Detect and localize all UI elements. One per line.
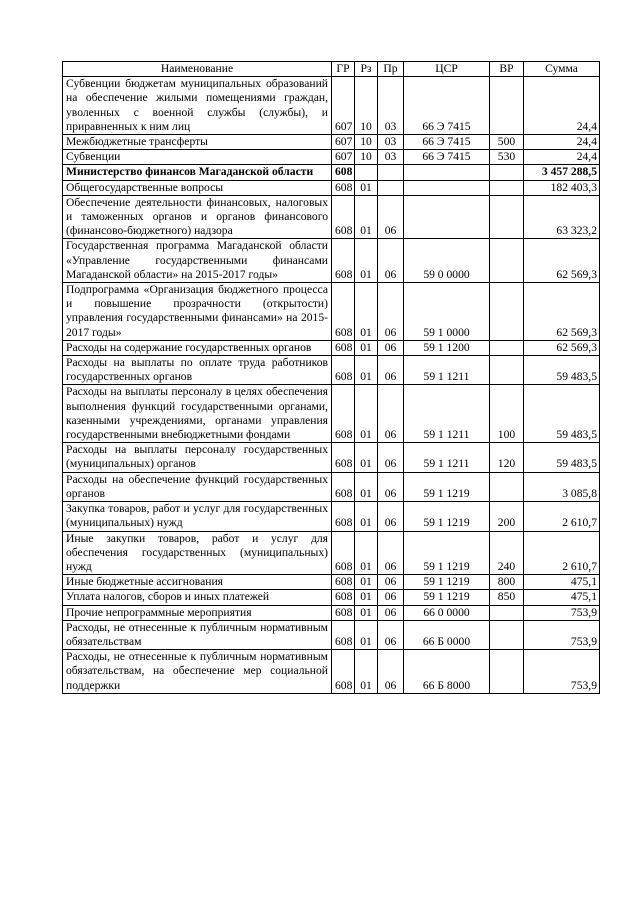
row-gr: 608 <box>332 531 355 575</box>
row-name: Расходы на выплаты по оплате труда работников государственных органов <box>63 356 332 385</box>
row-name: Закупка товаров, работ и услуг для государственных (муниципальных) нужд <box>63 502 332 531</box>
row-gr: 607 <box>332 77 355 135</box>
table-row <box>63 180 600 195</box>
row-pr: 06 <box>378 620 404 649</box>
row-name: Обеспечение деятельности финансовых, налоговых и таможенных органов и органов финансового (финансово-бюджетного) надзора <box>63 195 332 239</box>
table-row <box>63 195 600 239</box>
row-pr: 06 <box>378 531 404 575</box>
row-pr: 03 <box>378 77 404 135</box>
row-csr <box>404 165 490 180</box>
table-row <box>63 650 600 694</box>
header-pr: Пр <box>378 62 404 77</box>
row-sum: 63 323,2 <box>524 195 600 239</box>
row-csr <box>404 195 490 239</box>
row-vr: 500 <box>490 135 524 150</box>
table-row <box>63 385 600 443</box>
row-name: Подпрограмма «Организация бюджетного процесса и повышение прозрачности (открытости) управления государственными финансами» на 2015-2017 годы» <box>63 283 332 341</box>
row-vr <box>490 239 524 283</box>
row-gr: 608 <box>332 283 355 341</box>
table-row <box>63 575 600 590</box>
row-csr: 66 Э 7415 <box>404 150 490 165</box>
row-name: Уплата налогов, сборов и иных платежей <box>63 590 332 605</box>
row-gr: 608 <box>332 620 355 649</box>
row-sum: 2 610,7 <box>524 531 600 575</box>
row-vr <box>490 165 524 180</box>
row-gr: 608 <box>332 605 355 620</box>
row-gr: 608 <box>332 472 355 501</box>
row-gr: 608 <box>332 239 355 283</box>
row-pr: 06 <box>378 650 404 694</box>
row-rz: 01 <box>355 443 378 472</box>
table-row <box>63 472 600 501</box>
row-vr <box>490 283 524 341</box>
row-csr: 59 0 0000 <box>404 239 490 283</box>
row-rz: 01 <box>355 575 378 590</box>
row-gr: 608 <box>332 356 355 385</box>
row-name: Расходы на обеспечение функций государственных органов <box>63 472 332 501</box>
table-row <box>63 77 600 135</box>
row-csr: 59 1 1200 <box>404 340 490 355</box>
table-row-ministry <box>63 165 600 180</box>
row-pr <box>378 165 404 180</box>
row-rz: 01 <box>355 472 378 501</box>
row-name: Расходы на выплаты персоналу государственных (муниципальных) органов <box>63 443 332 472</box>
row-rz: 01 <box>355 502 378 531</box>
row-sum: 475,1 <box>524 575 600 590</box>
row-csr: 59 1 1219 <box>404 472 490 501</box>
row-csr: 59 1 1219 <box>404 575 490 590</box>
row-csr: 66 Б 8000 <box>404 650 490 694</box>
row-rz: 10 <box>355 135 378 150</box>
row-vr <box>490 340 524 355</box>
table-row <box>63 356 600 385</box>
row-sum: 753,9 <box>524 650 600 694</box>
row-sum: 3 457 288,5 <box>524 165 600 180</box>
row-name: Расходы, не отнесенные к публичным нормативным обязательствам, на обеспечение мер социальной поддержки <box>63 650 332 694</box>
row-pr: 06 <box>378 340 404 355</box>
row-sum: 753,9 <box>524 620 600 649</box>
row-rz: 10 <box>355 150 378 165</box>
row-pr: 06 <box>378 443 404 472</box>
row-rz: 01 <box>355 180 378 195</box>
row-csr: 66 0 0000 <box>404 605 490 620</box>
row-gr: 608 <box>332 180 355 195</box>
row-rz: 01 <box>355 650 378 694</box>
row-vr: 240 <box>490 531 524 575</box>
row-sum: 182 403,3 <box>524 180 600 195</box>
row-sum: 62 569,3 <box>524 340 600 355</box>
row-csr: 66 Б 0000 <box>404 620 490 649</box>
row-csr: 59 1 1219 <box>404 590 490 605</box>
row-rz: 01 <box>355 590 378 605</box>
row-gr: 608 <box>332 340 355 355</box>
budget-table <box>62 61 600 694</box>
table-row <box>63 135 600 150</box>
row-name: Субвенции бюджетам муниципальных образований на обеспечение жилыми помещениями граждан, уволенных с военной службы (службы), и приравненных к ним лиц <box>63 77 332 135</box>
row-pr: 06 <box>378 356 404 385</box>
row-rz: 01 <box>355 239 378 283</box>
header-name: Наименование <box>63 62 332 77</box>
header-csr: ЦСР <box>404 62 490 77</box>
row-gr: 608 <box>332 590 355 605</box>
row-sum: 753,9 <box>524 605 600 620</box>
table-row <box>63 283 600 341</box>
row-name: Государственная программа Магаданской области «Управление государственными финансами Магаданской области» на 2015-2017 годы» <box>63 239 332 283</box>
row-sum: 24,4 <box>524 77 600 135</box>
row-name: Расходы на содержание государственных органов <box>63 340 332 355</box>
row-gr: 608 <box>332 165 355 180</box>
row-csr: 59 1 1219 <box>404 502 490 531</box>
table-row <box>63 620 600 649</box>
row-gr: 608 <box>332 650 355 694</box>
header-rz: Рз <box>355 62 378 77</box>
row-gr: 608 <box>332 195 355 239</box>
row-rz: 01 <box>355 356 378 385</box>
row-name: Расходы, не отнесенные к публичным нормативным обязательствам <box>63 620 332 649</box>
row-gr: 607 <box>332 135 355 150</box>
table-row <box>63 502 600 531</box>
row-vr: 530 <box>490 150 524 165</box>
row-sum: 475,1 <box>524 590 600 605</box>
row-pr: 06 <box>378 502 404 531</box>
row-pr: 06 <box>378 283 404 341</box>
row-vr: 800 <box>490 575 524 590</box>
row-csr: 66 Э 7415 <box>404 135 490 150</box>
row-pr: 06 <box>378 239 404 283</box>
row-pr: 06 <box>378 575 404 590</box>
header-sum: Сумма <box>524 62 600 77</box>
row-vr: 100 <box>490 385 524 443</box>
row-pr: 03 <box>378 135 404 150</box>
row-gr: 607 <box>332 150 355 165</box>
budget-table-page <box>62 61 599 694</box>
row-sum: 24,4 <box>524 135 600 150</box>
row-name: Общегосударственные вопросы <box>63 180 332 195</box>
row-csr: 66 Э 7415 <box>404 77 490 135</box>
row-name: Иные бюджетные ассигнования <box>63 575 332 590</box>
table-row <box>63 150 600 165</box>
row-vr <box>490 472 524 501</box>
row-rz: 01 <box>355 531 378 575</box>
table-row <box>63 605 600 620</box>
row-rz: 01 <box>355 195 378 239</box>
row-rz: 01 <box>355 340 378 355</box>
row-pr: 06 <box>378 590 404 605</box>
table-row <box>63 443 600 472</box>
row-gr: 608 <box>332 385 355 443</box>
table-row <box>63 239 600 283</box>
row-csr: 59 1 0000 <box>404 283 490 341</box>
row-vr: 850 <box>490 590 524 605</box>
table-row <box>63 590 600 605</box>
row-pr: 06 <box>378 195 404 239</box>
row-pr: 06 <box>378 605 404 620</box>
row-pr: 06 <box>378 385 404 443</box>
header-vr: ВР <box>490 62 524 77</box>
row-sum: 24,4 <box>524 150 600 165</box>
row-sum: 59 483,5 <box>524 443 600 472</box>
row-vr: 200 <box>490 502 524 531</box>
row-gr: 608 <box>332 502 355 531</box>
row-pr: 06 <box>378 472 404 501</box>
row-name: Субвенции <box>63 150 332 165</box>
row-vr <box>490 356 524 385</box>
row-vr <box>490 620 524 649</box>
header-gr: ГР <box>332 62 355 77</box>
row-sum: 62 569,3 <box>524 283 600 341</box>
row-gr: 608 <box>332 443 355 472</box>
row-vr: 120 <box>490 443 524 472</box>
row-name: Министерство финансов Магаданской области <box>63 165 332 180</box>
row-sum: 2 610,7 <box>524 502 600 531</box>
row-name: Иные закупки товаров, работ и услуг для обеспечения государственных (муниципальных) нужд <box>63 531 332 575</box>
row-pr <box>378 180 404 195</box>
row-name: Прочие непрограммные мероприятия <box>63 605 332 620</box>
row-sum: 62 569,3 <box>524 239 600 283</box>
row-name: Межбюджетные трансферты <box>63 135 332 150</box>
row-pr: 03 <box>378 150 404 165</box>
row-sum: 59 483,5 <box>524 385 600 443</box>
row-sum: 59 483,5 <box>524 356 600 385</box>
table-row <box>63 531 600 575</box>
row-gr: 608 <box>332 575 355 590</box>
row-sum: 3 085,8 <box>524 472 600 501</box>
row-vr <box>490 605 524 620</box>
row-csr: 59 1 1219 <box>404 531 490 575</box>
row-name: Расходы на выплаты персоналу в целях обеспечения выполнения функций государственными органами, казенными учреждениями, органами управления государственными внебюджетными фондами <box>63 385 332 443</box>
row-csr <box>404 180 490 195</box>
table-body <box>63 77 600 694</box>
row-rz: 01 <box>355 605 378 620</box>
row-csr: 59 1 1211 <box>404 443 490 472</box>
row-rz: 01 <box>355 620 378 649</box>
row-rz: 10 <box>355 77 378 135</box>
table-header-row <box>63 62 600 77</box>
row-vr <box>490 180 524 195</box>
row-vr <box>490 195 524 239</box>
row-vr <box>490 77 524 135</box>
row-rz: 01 <box>355 385 378 443</box>
row-vr <box>490 650 524 694</box>
row-rz <box>355 165 378 180</box>
row-csr: 59 1 1211 <box>404 356 490 385</box>
row-rz: 01 <box>355 283 378 341</box>
row-csr: 59 1 1211 <box>404 385 490 443</box>
table-row <box>63 340 600 355</box>
